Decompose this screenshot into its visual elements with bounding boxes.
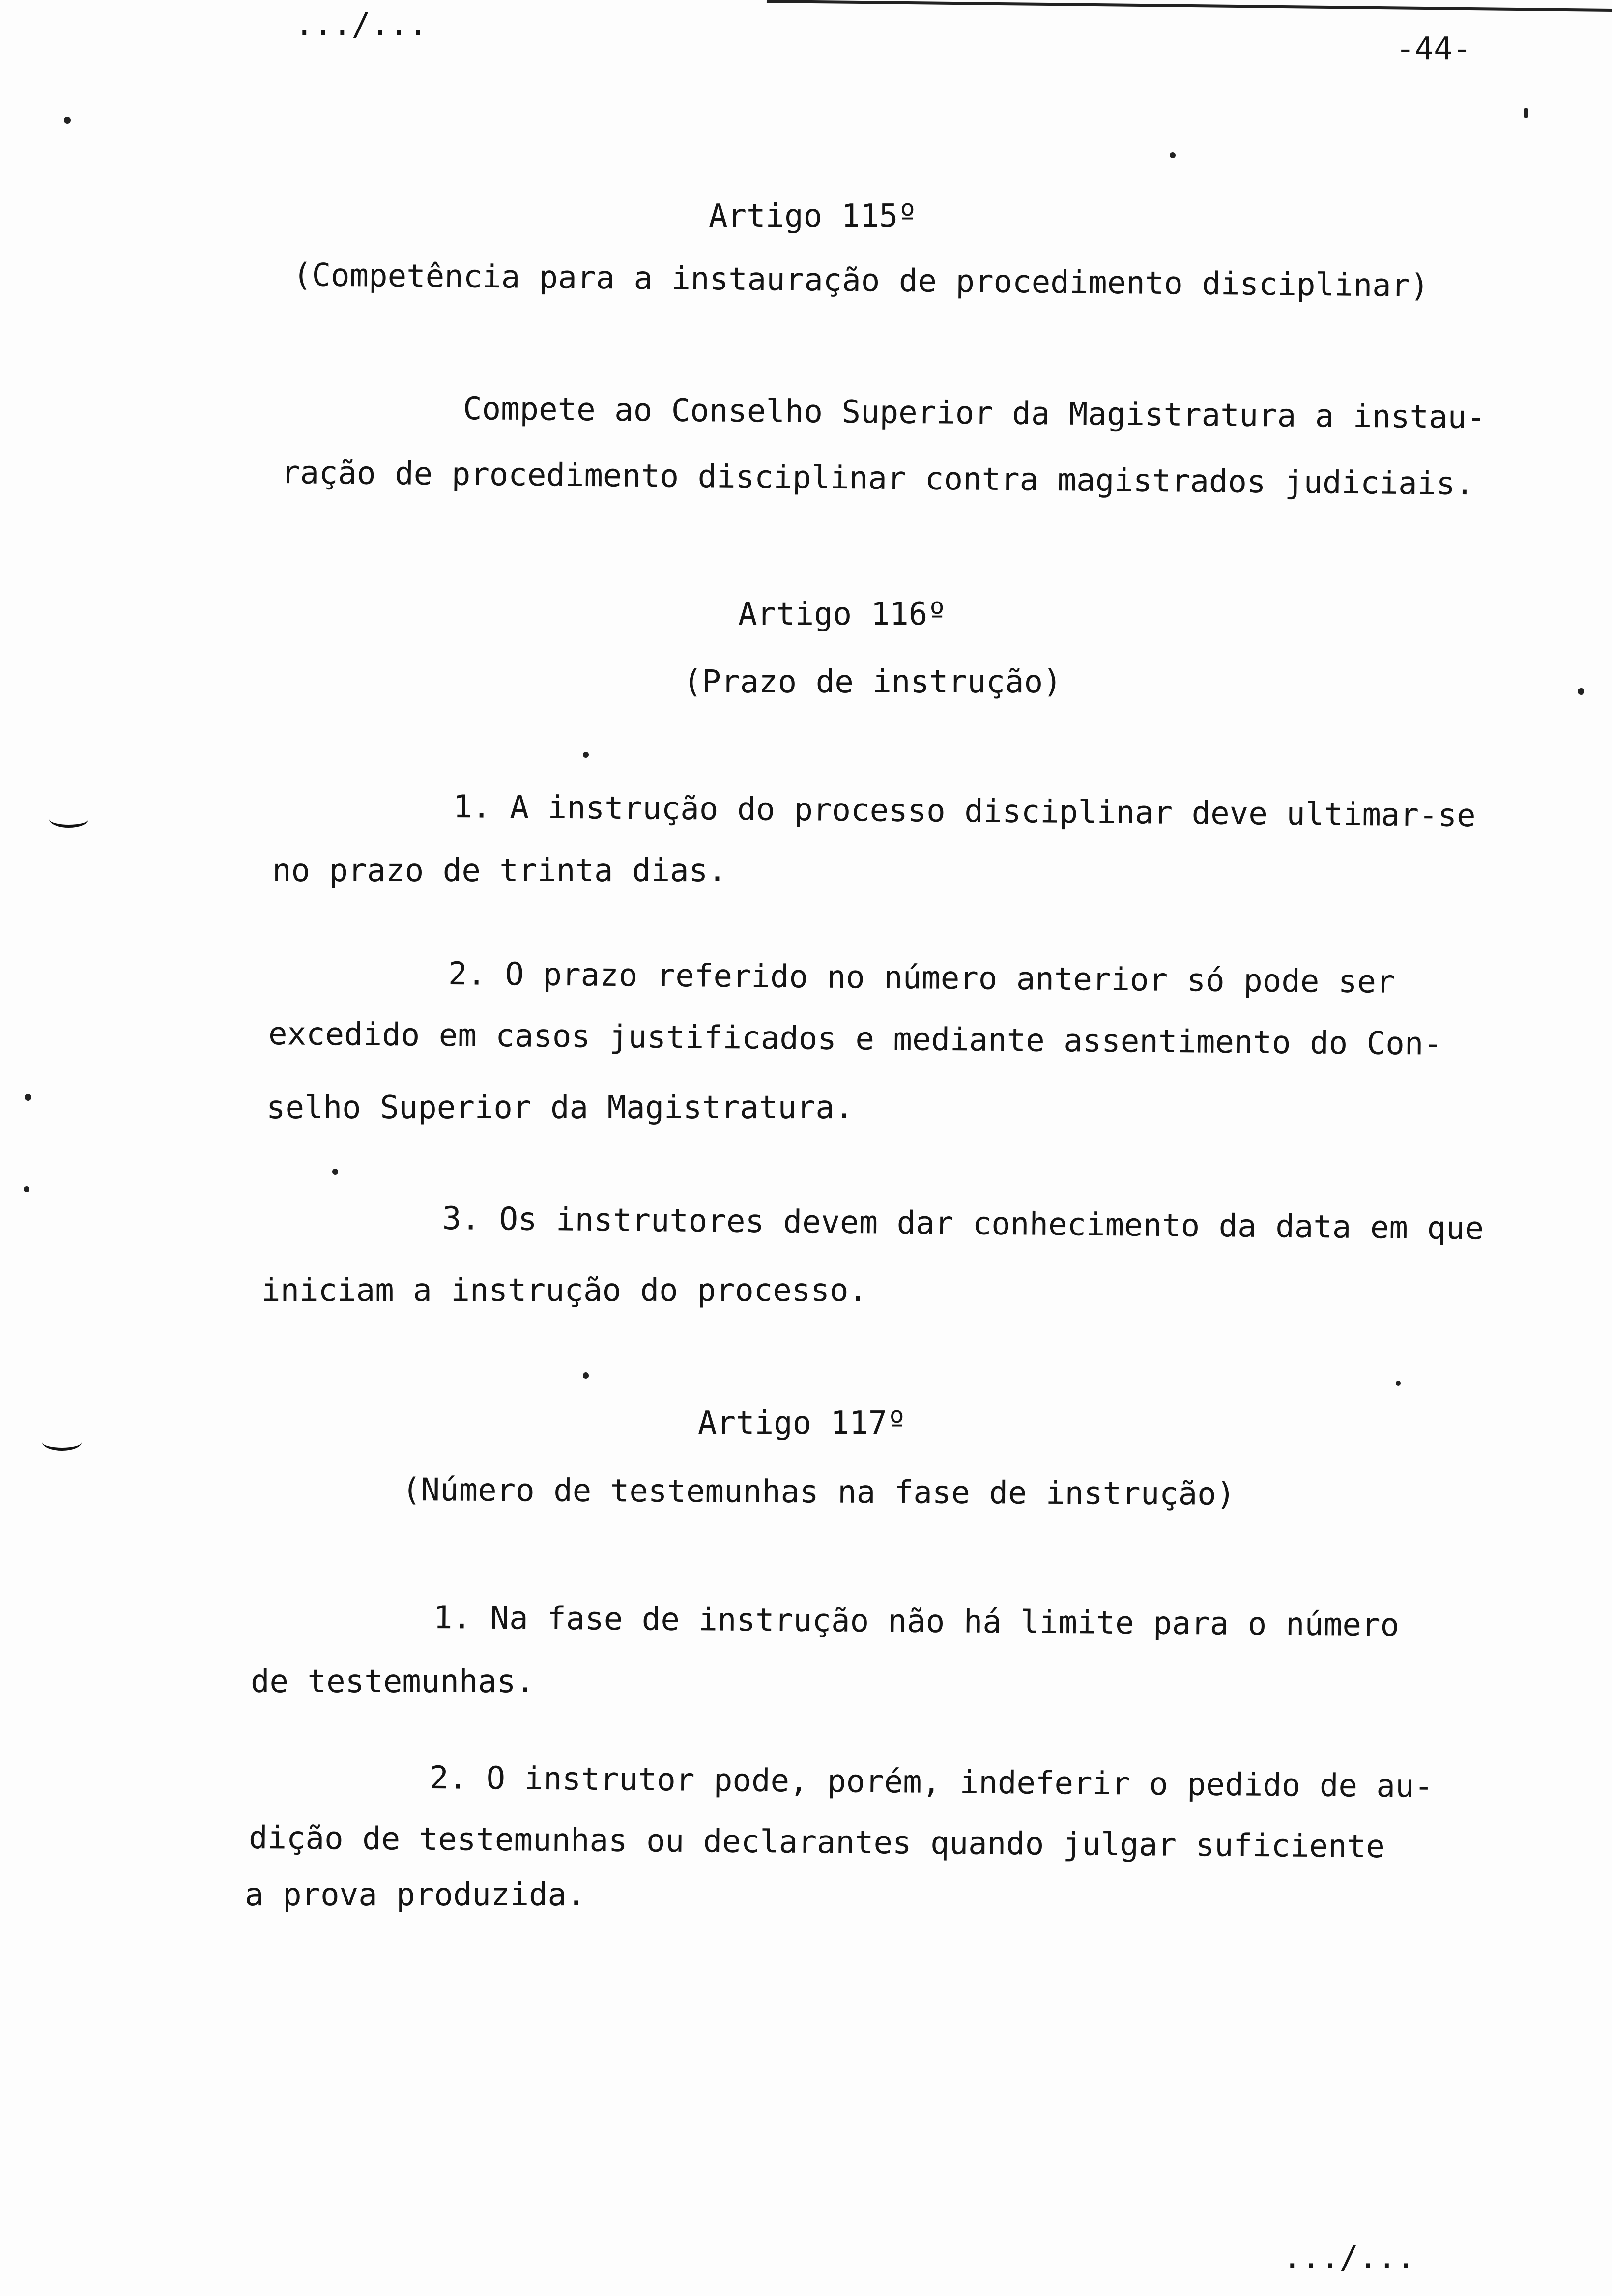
article-117-para-2-line-2: dição de testemunhas ou declarantes quando julgar suficiente [248, 1820, 1385, 1866]
scan-speck [1396, 1381, 1401, 1386]
punch-hole-mark [42, 1434, 82, 1451]
article-115-para-1-line-1: Compete ao Conselho Superior da Magistratura a instau- [462, 391, 1486, 436]
article-117-subtitle: (Número de testemunhas na fase de instrução) [402, 1472, 1236, 1513]
scan-speck [332, 1169, 338, 1175]
article-115-title: Artigo 115º [709, 198, 917, 234]
article-116-para-2-line-2: excedido em casos justificados e mediante assentimento do Con- [268, 1016, 1443, 1062]
article-115-para-1-line-2: ração de procedimento disciplinar contra magistrados judiciais. [281, 455, 1474, 503]
scan-speck [1578, 688, 1584, 695]
punch-hole-mark [49, 811, 88, 828]
article-117-para-1-line-2: de testemunhas. [251, 1664, 535, 1700]
article-116-subtitle: (Prazo de instrução) [683, 664, 1062, 700]
scan-speck [25, 1094, 31, 1101]
scan-speck [1524, 108, 1528, 118]
top-edge-rule [767, 0, 1612, 12]
scan-speck [64, 117, 71, 124]
article-117-para-2-line-1: 2. O instrutor pode, porém, indeferir o pedido de au- [429, 1760, 1434, 1805]
article-116-para-1-line-2: no prazo de trinta dias. [272, 853, 727, 889]
scan-speck [583, 752, 589, 758]
article-117-para-1-line-1: 1. Na fase de instrução não há limite para o número [433, 1600, 1400, 1644]
article-116-para-3-line-1: 3. Os instrutores devem dar conhecimento da data em que [442, 1201, 1484, 1247]
article-116-para-3-line-2: iniciam a instrução do processo. [261, 1272, 867, 1309]
article-116-para-2-line-3: selho Superior da Magistratura. [266, 1090, 854, 1126]
article-116-para-2-line-1: 2. O prazo referido no número anterior só pode ser [448, 956, 1395, 1001]
article-116-title: Artigo 116º [738, 596, 947, 632]
scan-speck [1170, 152, 1176, 158]
continuation-mark-bottom: .../... [1283, 2239, 1415, 2276]
continuation-mark-top: .../... [295, 6, 428, 43]
article-117-title: Artigo 117º [698, 1405, 906, 1441]
article-115-subtitle: (Competência para a instauração de procedimento disciplinar) [292, 257, 1430, 305]
scan-speck [24, 1186, 29, 1192]
article-117-para-2-line-3: a prova produzida. [245, 1877, 586, 1913]
article-116-para-1-line-1: 1. A instrução do processo disciplinar deve ultimar-se [453, 789, 1476, 834]
page-number: -44- [1396, 31, 1472, 67]
scan-speck [583, 1372, 589, 1379]
